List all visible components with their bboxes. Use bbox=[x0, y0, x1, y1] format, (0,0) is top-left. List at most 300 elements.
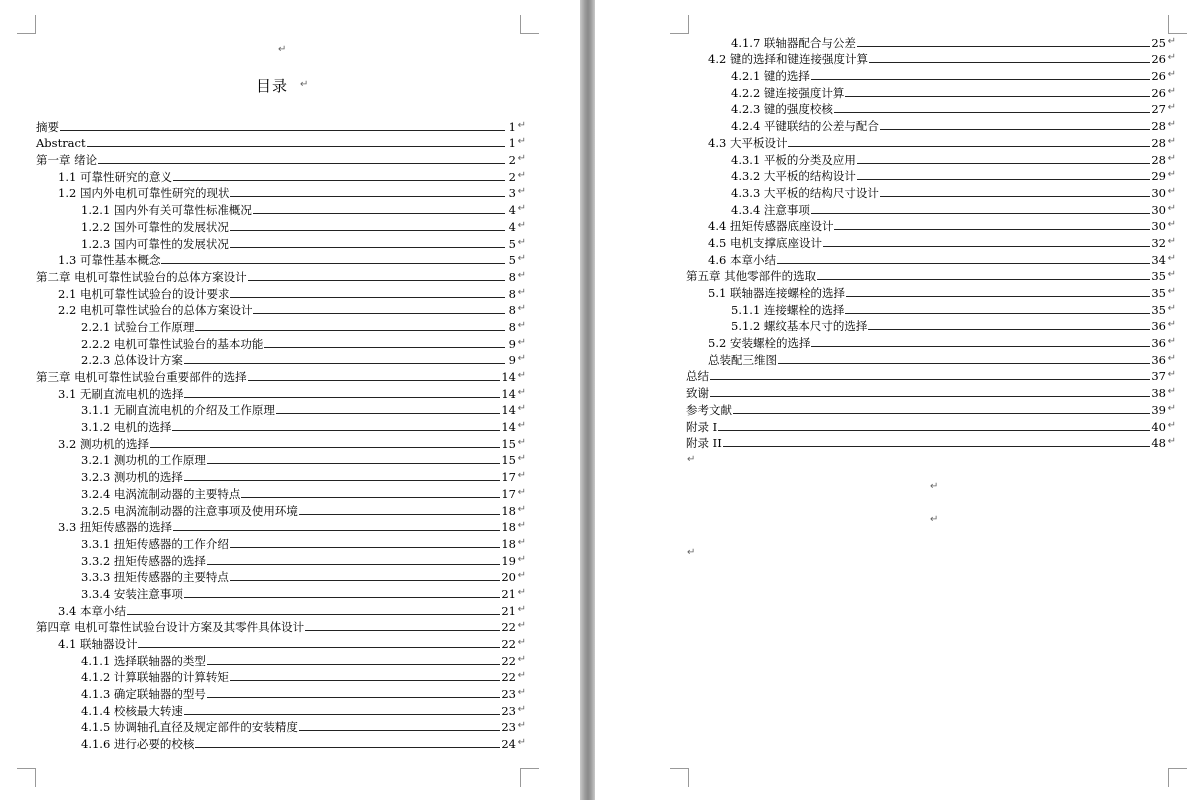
toc-page-number: 17 bbox=[501, 486, 516, 501]
paragraph-mark: ↵ bbox=[517, 420, 526, 432]
toc-leader-line bbox=[811, 346, 1150, 347]
toc-entry-title: 5.1.1 连接螺栓的选择 bbox=[731, 302, 845, 317]
toc-leader-line bbox=[184, 480, 500, 481]
paragraph-mark: ↵ bbox=[1167, 102, 1176, 114]
toc-leader-line bbox=[868, 329, 1150, 330]
document-page-left bbox=[0, 0, 580, 800]
toc-page-number: 38 bbox=[1151, 386, 1166, 401]
toc-leader-line bbox=[834, 112, 1150, 113]
toc-leader-line bbox=[184, 714, 500, 715]
paragraph-mark: ↵ bbox=[517, 453, 526, 465]
toc-leader-line bbox=[60, 130, 505, 131]
toc-entry-title: 第三章 电机可靠性试验台重要部件的选择 bbox=[36, 370, 247, 384]
toc-entry-title: 第四章 电机可靠性试验台设计方案及其零件具体设计 bbox=[36, 620, 305, 635]
paragraph-mark: ↵ bbox=[1167, 302, 1176, 314]
toc-entry-title: 第五章 其他零部件的选取 bbox=[686, 269, 817, 284]
toc-entry[interactable] bbox=[36, 534, 526, 551]
toc-entry[interactable] bbox=[686, 317, 1176, 334]
toc-entry-title: 5.1 联轴器连接螺栓的选择 bbox=[708, 286, 845, 300]
crop-mark-top-left bbox=[670, 15, 689, 34]
toc-leader-line bbox=[253, 213, 505, 214]
toc-entry[interactable] bbox=[36, 334, 526, 351]
toc-leader-line bbox=[248, 380, 501, 381]
toc-leader-line bbox=[230, 297, 505, 298]
crop-mark-top-left bbox=[17, 15, 36, 34]
toc-entry-title: Abstract bbox=[36, 136, 86, 151]
toc-leader-line bbox=[869, 62, 1150, 63]
toc-leader-line bbox=[778, 363, 1150, 364]
toc-entry-title: 4.3.2 大平板的结构设计 bbox=[731, 169, 856, 184]
toc-entry[interactable] bbox=[36, 518, 526, 535]
paragraph-mark: ↵ bbox=[517, 403, 526, 415]
paragraph-mark: ↵ bbox=[517, 186, 526, 198]
toc-page-number: 22 bbox=[501, 620, 516, 635]
toc-leader-line bbox=[230, 247, 505, 248]
toc-leader-line bbox=[184, 597, 500, 598]
toc-leader-line bbox=[98, 163, 505, 164]
paragraph-mark: ↵ bbox=[517, 536, 526, 548]
toc-leader-line bbox=[241, 497, 500, 498]
toc-leader-line bbox=[195, 747, 500, 748]
toc-entry-title: 3.2 测功机的选择 bbox=[58, 436, 149, 451]
paragraph-mark: ↵ bbox=[517, 737, 526, 749]
toc-leader-line bbox=[857, 46, 1150, 47]
paragraph-mark: ↵ bbox=[517, 503, 526, 515]
toc-entry-title: 1.2.1 国内外有关可靠性标准概况 bbox=[81, 203, 252, 218]
toc-page-number: 15 bbox=[501, 436, 516, 451]
paragraph-mark: ↵ bbox=[517, 653, 526, 665]
toc-entry-title: 4.1 联轴器设计 bbox=[58, 637, 138, 651]
toc-entry[interactable] bbox=[36, 317, 526, 334]
toc-page-number: 9 bbox=[508, 336, 516, 351]
toc-entry[interactable] bbox=[686, 217, 1176, 234]
toc-entry[interactable] bbox=[686, 116, 1176, 134]
toc-page-number: 32 bbox=[1151, 235, 1166, 250]
toc-entry[interactable] bbox=[36, 200, 526, 218]
toc-entry-title: 4.3 大平板设计 bbox=[708, 135, 788, 150]
toc-entry[interactable] bbox=[36, 284, 526, 301]
paragraph-mark: ↵ bbox=[517, 570, 526, 582]
toc-entry-title: 3.4 本章小结 bbox=[58, 603, 126, 618]
toc-entry-title: 3.1.2 电机的选择 bbox=[81, 420, 172, 435]
toc-entry-title: 3.3 扭矩传感器的选择 bbox=[58, 520, 172, 535]
paragraph-mark: ↵ bbox=[517, 720, 526, 732]
toc-entry-title: 3.3.2 扭矩传感器的选择 bbox=[81, 553, 206, 568]
toc-entry[interactable] bbox=[36, 234, 526, 251]
toc-entry[interactable] bbox=[686, 150, 1176, 167]
paragraph-mark: ↵ bbox=[517, 236, 526, 248]
crop-mark-top-right bbox=[520, 15, 539, 34]
toc-leader-line bbox=[161, 263, 505, 264]
page-separator bbox=[580, 0, 595, 800]
toc-page-number: 23 bbox=[501, 720, 516, 735]
paragraph-mark: ↵ bbox=[278, 44, 287, 55]
toc-page-number: 30 bbox=[1151, 185, 1166, 200]
toc-leader-line bbox=[150, 447, 500, 448]
toc-leader-line bbox=[207, 697, 500, 698]
paragraph-mark: ↵ bbox=[1167, 169, 1176, 181]
toc-leader-line bbox=[811, 213, 1150, 214]
paragraph-mark: ↵ bbox=[517, 219, 526, 231]
toc-entry-title: 3.2.1 测功机的工作原理 bbox=[81, 453, 206, 468]
paragraph-mark: ↵ bbox=[687, 547, 696, 558]
toc-entry-title: 4.2.3 键的强度校核 bbox=[731, 102, 833, 117]
toc-entry[interactable] bbox=[36, 167, 526, 184]
paragraph-mark: ↵ bbox=[1167, 35, 1176, 47]
toc-leader-line bbox=[846, 296, 1150, 297]
toc-entry-title: 4.3.1 平板的分类及应用 bbox=[731, 152, 856, 167]
toc-page-number: 17 bbox=[501, 470, 516, 485]
toc-page-number: 36 bbox=[1151, 352, 1166, 367]
toc-entry-title: 4.4 扭矩传感器底座设计 bbox=[708, 219, 834, 234]
toc-page-number: 20 bbox=[501, 570, 516, 585]
toc-leader-line bbox=[127, 614, 500, 615]
toc-entry-title: 3.3.4 安装注意事项 bbox=[81, 586, 183, 601]
toc-entry-title: 2.1 电机可靠性试验台的设计要求 bbox=[58, 286, 230, 301]
toc-entry-title: 5.1.2 螺纹基本尺寸的选择 bbox=[731, 319, 868, 334]
toc-page-number: 8 bbox=[508, 319, 516, 334]
toc-page-number: 35 bbox=[1151, 302, 1166, 317]
toc-entry[interactable] bbox=[36, 568, 526, 585]
toc-page-number: 4 bbox=[508, 203, 516, 218]
toc-entry[interactable] bbox=[36, 684, 526, 702]
toc-entry[interactable] bbox=[36, 584, 526, 601]
toc-leader-line bbox=[253, 313, 505, 314]
toc-entry-title: 1.2 国内外电机可靠性研究的现状 bbox=[58, 186, 230, 201]
toc-page-number: 48 bbox=[1151, 436, 1166, 451]
paragraph-mark: ↵ bbox=[517, 687, 526, 699]
paragraph-mark: ↵ bbox=[517, 353, 526, 365]
paragraph-mark: ↵ bbox=[1167, 436, 1176, 448]
paragraph-mark: ↵ bbox=[517, 637, 526, 648]
toc-entry[interactable] bbox=[686, 417, 1176, 434]
paragraph-mark: ↵ bbox=[1167, 352, 1176, 364]
toc-page-number: 22 bbox=[501, 670, 516, 685]
toc-entry[interactable] bbox=[36, 384, 526, 401]
toc-entry[interactable] bbox=[36, 718, 526, 735]
toc-entry[interactable] bbox=[686, 383, 1176, 401]
toc-page-number: 37 bbox=[1151, 369, 1166, 384]
toc-leader-line bbox=[788, 146, 1150, 147]
toc-leader-line bbox=[230, 547, 500, 548]
toc-leader-line bbox=[723, 446, 1151, 447]
toc-leader-line bbox=[207, 664, 500, 665]
toc-entry[interactable] bbox=[36, 301, 526, 318]
toc-entry[interactable] bbox=[36, 451, 526, 468]
toc-leader-line bbox=[248, 280, 505, 281]
toc-leader-line bbox=[230, 680, 500, 681]
toc-leader-line bbox=[857, 179, 1150, 180]
toc-entry-title: 4.5 电机支撑底座设计 bbox=[708, 235, 822, 250]
toc-entry[interactable] bbox=[686, 133, 1176, 150]
toc-leader-line bbox=[184, 397, 500, 398]
paragraph-mark: ↵ bbox=[517, 319, 526, 331]
toc-entry[interactable] bbox=[36, 501, 526, 518]
toc-leader-line bbox=[718, 430, 1150, 431]
crop-mark-bottom-right bbox=[520, 768, 539, 787]
toc-leader-line bbox=[845, 96, 1150, 97]
paragraph-mark: ↵ bbox=[517, 253, 526, 265]
paragraph-mark: ↵ bbox=[517, 486, 526, 498]
toc-page-number: 18 bbox=[501, 536, 516, 551]
paragraph-mark: ↵ bbox=[1167, 252, 1176, 264]
toc-entry[interactable] bbox=[36, 701, 526, 718]
toc-entry[interactable] bbox=[686, 333, 1176, 351]
paragraph-mark: ↵ bbox=[517, 586, 526, 598]
toc-page-number: 5 bbox=[508, 253, 516, 268]
paragraph-mark: ↵ bbox=[517, 620, 526, 632]
toc-page-number: 1 bbox=[508, 136, 516, 151]
toc-entry-title: 3.1.1 无刷直流电机的介绍及工作原理 bbox=[81, 403, 275, 418]
toc-page-number: 28 bbox=[1151, 135, 1166, 150]
toc-page-number: 19 bbox=[501, 553, 516, 568]
toc-page-number: 8 bbox=[508, 269, 516, 284]
paragraph-mark: ↵ bbox=[517, 153, 526, 165]
toc-entry-title: 4.2.2 键连接强度计算 bbox=[731, 85, 845, 100]
paragraph-mark: ↵ bbox=[1167, 336, 1176, 348]
toc-leader-line bbox=[276, 413, 500, 414]
toc-entry[interactable] bbox=[686, 250, 1176, 267]
crop-mark-bottom-right bbox=[1168, 768, 1187, 787]
toc-entry[interactable] bbox=[686, 267, 1176, 284]
toc-leader-line bbox=[811, 79, 1150, 80]
toc-leader-line bbox=[299, 514, 500, 515]
toc-entry[interactable] bbox=[36, 434, 526, 451]
toc-entry[interactable] bbox=[686, 367, 1176, 384]
toc-leader-line bbox=[173, 180, 505, 181]
toc-entry-title: 1.2.2 国外可靠性的发展状况 bbox=[81, 219, 229, 234]
toc-page-number: 36 bbox=[1151, 336, 1166, 351]
page-title: 目录 bbox=[256, 77, 289, 95]
paragraph-mark: ↵ bbox=[517, 436, 526, 448]
toc-entry-title: 4.1.5 协调轴孔直径及规定部件的安装精度 bbox=[81, 720, 298, 735]
paragraph-mark: ↵ bbox=[1167, 402, 1176, 414]
toc-leader-line bbox=[857, 163, 1150, 164]
toc-entry-title: 第二章 电机可靠性试验台的总体方案设计 bbox=[36, 269, 247, 284]
toc-entry-title: 4.1.4 校核最大转速 bbox=[81, 703, 183, 718]
toc-entry-title: 4.6 本章小结 bbox=[708, 252, 776, 267]
toc-page-number: 18 bbox=[501, 503, 516, 518]
toc-leader-line bbox=[777, 263, 1150, 264]
toc-page-number: 4 bbox=[508, 219, 516, 234]
toc-entry-title: 4.1.3 确定联轴器的型号 bbox=[81, 687, 206, 702]
toc-page-number: 35 bbox=[1151, 286, 1166, 300]
paragraph-mark: ↵ bbox=[517, 703, 526, 715]
toc-page-number: 14 bbox=[501, 386, 516, 401]
paragraph-mark: ↵ bbox=[517, 603, 526, 615]
toc-page-number: 29 bbox=[1151, 169, 1166, 184]
toc-entry-title: 3.2.5 电涡流制动器的注意事项及使用环境 bbox=[81, 503, 298, 518]
toc-leader-line bbox=[817, 279, 1150, 280]
toc-page-number: 2 bbox=[508, 169, 516, 184]
toc-page-number: 14 bbox=[501, 420, 516, 435]
toc-entry[interactable] bbox=[36, 401, 526, 418]
toc-entry[interactable] bbox=[36, 551, 526, 568]
toc-entry[interactable] bbox=[686, 167, 1176, 184]
toc-page-number: 39 bbox=[1151, 402, 1166, 417]
paragraph-mark: ↵ bbox=[517, 286, 526, 298]
toc-leader-line bbox=[173, 530, 500, 531]
paragraph-mark: ↵ bbox=[1167, 386, 1176, 398]
toc-entry[interactable] bbox=[36, 251, 526, 268]
toc-leader-line bbox=[845, 313, 1150, 314]
toc-entry[interactable] bbox=[36, 734, 526, 752]
toc-page-number: 30 bbox=[1151, 202, 1166, 217]
toc-entry[interactable] bbox=[686, 400, 1176, 417]
toc-entry[interactable] bbox=[36, 117, 526, 134]
toc-page-number: 22 bbox=[501, 653, 516, 668]
toc-entry[interactable] bbox=[36, 351, 526, 368]
toc-entry-title: 1.2.3 国内可靠性的发展状况 bbox=[81, 236, 229, 251]
paragraph-mark: ↵ bbox=[1167, 135, 1176, 147]
paragraph-mark: ↵ bbox=[517, 136, 526, 148]
toc-list-right bbox=[686, 33, 1176, 451]
toc-entry[interactable] bbox=[36, 417, 526, 435]
toc-entry[interactable] bbox=[36, 134, 526, 151]
toc-page-number: 26 bbox=[1151, 69, 1166, 84]
toc-page-number: 23 bbox=[501, 703, 516, 718]
toc-leader-line bbox=[880, 129, 1150, 130]
toc-entry-title: 3.3.1 扭矩传感器的工作介绍 bbox=[81, 536, 229, 551]
paragraph-mark: ↵ bbox=[1167, 85, 1176, 97]
toc-entry-title: 总装配三维图 bbox=[708, 352, 777, 367]
toc-leader-line bbox=[299, 730, 500, 731]
toc-page-number: 40 bbox=[1151, 419, 1166, 434]
toc-entry-title: 4.2 键的选择和键连接强度计算 bbox=[708, 52, 868, 67]
toc-leader-line bbox=[172, 430, 500, 431]
toc-entry[interactable] bbox=[36, 618, 526, 635]
toc-leader-line bbox=[880, 196, 1150, 197]
toc-entry[interactable] bbox=[686, 350, 1176, 367]
toc-entry[interactable] bbox=[36, 651, 526, 668]
toc-entry-title: 附录 I bbox=[686, 419, 718, 434]
paragraph-mark: ↵ bbox=[517, 670, 526, 682]
toc-page-number: 14 bbox=[501, 403, 516, 418]
toc-entry-title: 4.3.3 大平板的结构尺寸设计 bbox=[731, 185, 879, 200]
toc-entry-title: 总结 bbox=[686, 369, 709, 384]
toc-entry[interactable] bbox=[36, 668, 526, 685]
toc-entry-title: 3.2.3 测功机的选择 bbox=[81, 470, 183, 485]
toc-page-number: 26 bbox=[1151, 85, 1166, 100]
toc-entry-title: 5.2 安装螺栓的选择 bbox=[708, 336, 811, 351]
toc-entry-title: 3.2.4 电涡流制动器的主要特点 bbox=[81, 486, 241, 501]
toc-entry[interactable] bbox=[36, 467, 526, 485]
toc-leader-line bbox=[207, 463, 500, 464]
paragraph-mark: ↵ bbox=[517, 303, 526, 315]
toc-page-number: 36 bbox=[1151, 319, 1166, 334]
toc-page-number: 30 bbox=[1151, 219, 1166, 234]
toc-leader-line bbox=[230, 580, 500, 581]
paragraph-mark: ↵ bbox=[1167, 235, 1176, 247]
toc-page-number: 34 bbox=[1151, 252, 1166, 267]
document-page-right bbox=[595, 0, 1195, 800]
toc-entry[interactable] bbox=[36, 367, 526, 384]
toc-page-number: 8 bbox=[508, 286, 516, 301]
toc-entry[interactable] bbox=[36, 184, 526, 201]
toc-entry-title: 2.2.3 总体设计方案 bbox=[81, 353, 183, 368]
toc-page-number: 22 bbox=[501, 637, 516, 651]
paragraph-mark: ↵ bbox=[687, 454, 696, 465]
toc-page-number: 14 bbox=[501, 370, 516, 384]
toc-entry[interactable] bbox=[36, 150, 526, 168]
toc-leader-line bbox=[710, 379, 1150, 380]
toc-entry[interactable] bbox=[686, 233, 1176, 250]
toc-entry-title: 4.1.1 选择联轴器的类型 bbox=[81, 653, 206, 668]
paragraph-mark: ↵ bbox=[517, 269, 526, 281]
toc-entry[interactable] bbox=[686, 50, 1176, 67]
paragraph-mark: ↵ bbox=[1167, 419, 1176, 431]
toc-leader-line bbox=[207, 564, 500, 565]
toc-entry[interactable] bbox=[36, 217, 526, 234]
crop-mark-top-right bbox=[1168, 15, 1187, 34]
toc-entry[interactable] bbox=[36, 484, 526, 501]
toc-entry-title: 2.2.2 电机可靠性试验台的基本功能 bbox=[81, 336, 264, 351]
toc-entry[interactable] bbox=[36, 267, 526, 284]
toc-entry-title: 参考文献 bbox=[686, 402, 732, 417]
toc-entry-title: 致谢 bbox=[686, 386, 709, 401]
toc-entry-title: 摘要 bbox=[36, 119, 59, 134]
toc-leader-line bbox=[87, 146, 505, 147]
paragraph-mark: ↵ bbox=[517, 553, 526, 565]
toc-entry[interactable] bbox=[36, 634, 526, 651]
toc-entry[interactable] bbox=[686, 434, 1176, 451]
toc-leader-line bbox=[710, 396, 1150, 397]
paragraph-mark: ↵ bbox=[930, 481, 939, 492]
paragraph-mark: ↵ bbox=[1167, 185, 1176, 197]
toc-entry[interactable] bbox=[686, 200, 1176, 217]
toc-page-number: 9 bbox=[508, 353, 516, 368]
toc-entry[interactable] bbox=[686, 100, 1176, 117]
toc-entry[interactable] bbox=[686, 83, 1176, 100]
paragraph-mark: ↵ bbox=[1167, 319, 1176, 331]
toc-leader-line bbox=[264, 347, 505, 348]
toc-page-number: 21 bbox=[501, 603, 516, 618]
toc-page-number: 35 bbox=[1151, 269, 1166, 284]
toc-page-number: 8 bbox=[508, 303, 516, 318]
toc-page-number: 28 bbox=[1151, 119, 1166, 134]
paragraph-mark: ↵ bbox=[1167, 52, 1176, 64]
toc-entry[interactable] bbox=[686, 283, 1176, 300]
toc-leader-line bbox=[230, 230, 505, 231]
toc-entry-title: 2.2 电机可靠性试验台的总体方案设计 bbox=[58, 303, 253, 318]
toc-leader-line bbox=[138, 647, 500, 648]
paragraph-mark: ↵ bbox=[517, 470, 526, 482]
paragraph-mark: ↵ bbox=[517, 336, 526, 348]
toc-leader-line bbox=[184, 363, 505, 364]
toc-entry[interactable] bbox=[36, 601, 526, 618]
crop-mark-bottom-left bbox=[17, 768, 36, 787]
toc-entry[interactable] bbox=[686, 33, 1176, 50]
toc-list-left bbox=[36, 117, 526, 752]
toc-page-number: 18 bbox=[501, 520, 516, 535]
toc-entry-title: 2.2.1 试验台工作原理 bbox=[81, 319, 195, 334]
toc-page-number: 24 bbox=[501, 737, 516, 752]
toc-entry[interactable] bbox=[686, 300, 1176, 317]
toc-entry-title: 4.1.6 进行必要的校核 bbox=[81, 737, 195, 752]
toc-entry-title: 4.1.2 计算联轴器的计算转矩 bbox=[81, 670, 229, 685]
toc-page-number: 21 bbox=[501, 586, 516, 601]
paragraph-mark: ↵ bbox=[1167, 119, 1176, 131]
toc-entry-title: 4.2.1 键的选择 bbox=[731, 69, 810, 84]
toc-leader-line bbox=[305, 630, 500, 631]
toc-leader-line bbox=[733, 413, 1150, 414]
paragraph-mark: ↵ bbox=[1167, 269, 1176, 281]
toc-entry[interactable] bbox=[686, 66, 1176, 84]
toc-entry-title: 1.1 可靠性研究的意义 bbox=[58, 169, 172, 184]
paragraph-mark: ↵ bbox=[517, 520, 526, 532]
toc-entry-title: 第一章 绪论 bbox=[36, 153, 98, 168]
toc-entry[interactable] bbox=[686, 183, 1176, 200]
